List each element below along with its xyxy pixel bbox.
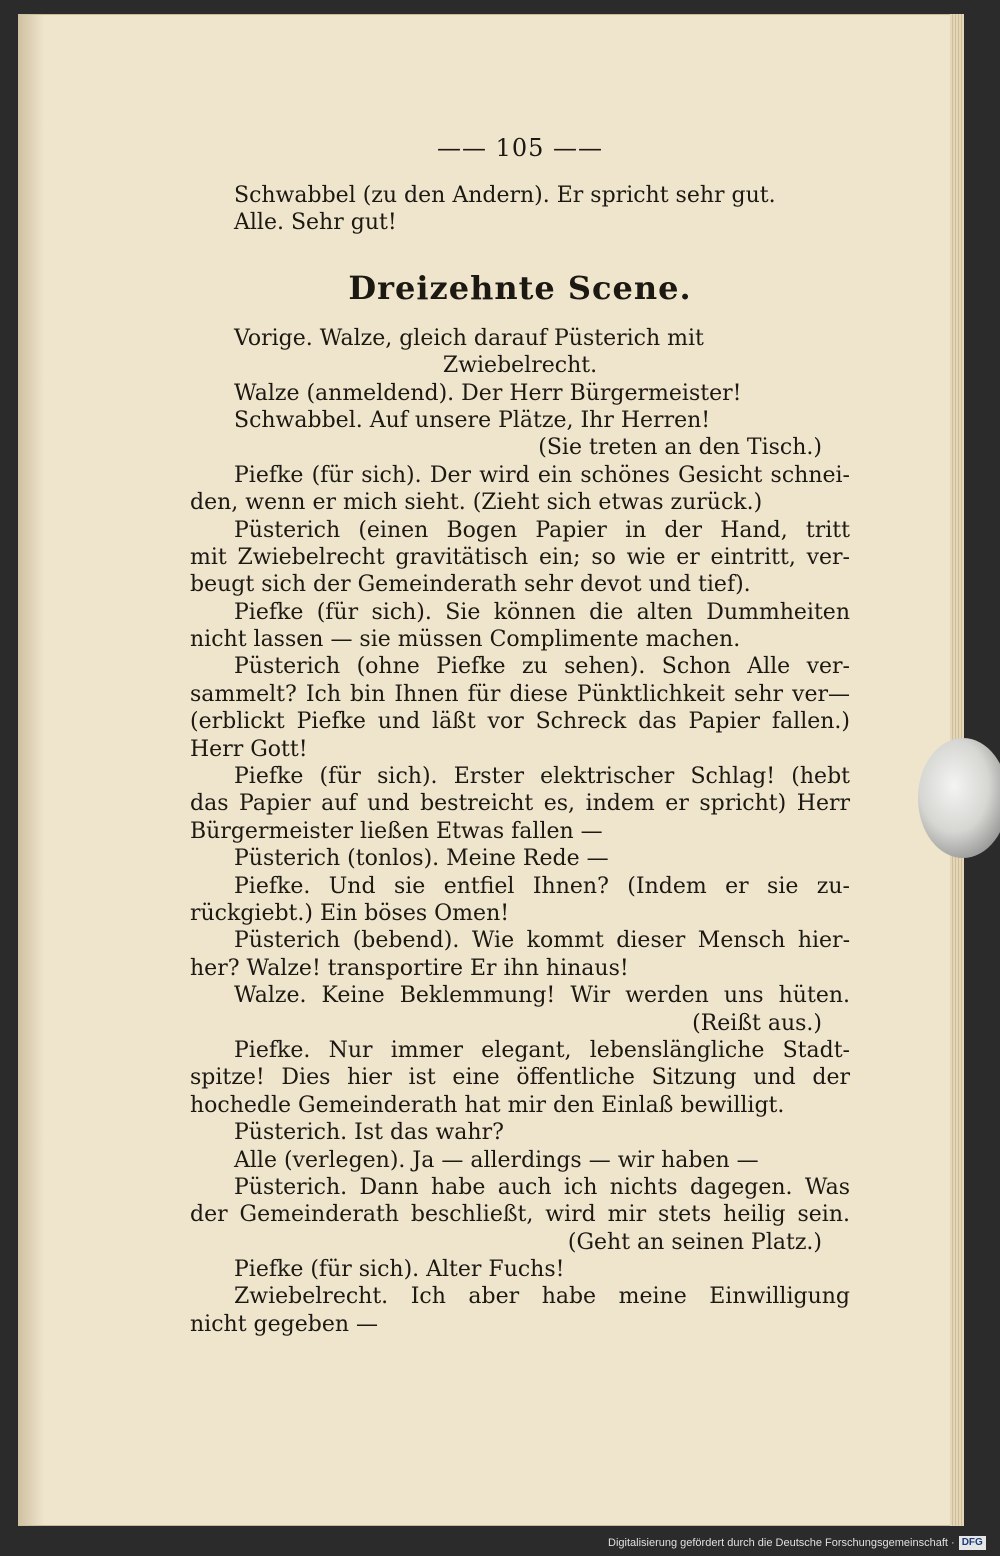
page-clip-reflection bbox=[918, 738, 1000, 858]
text-line: Piefke. Nur immer elegant, lebenslängliche Stadt- bbox=[234, 1037, 850, 1063]
text-line: Zwiebelrecht. bbox=[442, 353, 598, 379]
text-line: den, wenn er mich sieht. (Zieht sich etwas zurück.) bbox=[190, 490, 763, 516]
text-line: Püsterich (ohne Piefke zu sehen). Schon Alle ver- bbox=[234, 654, 850, 680]
stage-direction: (Sie treten an den Tisch.) bbox=[538, 435, 822, 461]
text-line: Piefke. Und sie entfiel Ihnen? (Indem er sie zu- bbox=[234, 873, 850, 899]
credit-text: Digitalisierung gefördert durch die Deutsche Forschungsgemeinschaft · bbox=[608, 1537, 955, 1549]
text-line: Schwabbel. Auf unsere Plätze, Ihr Herren! bbox=[234, 407, 711, 433]
text-line: der Gemeinderath beschließt, wird mir stets heilig sein. bbox=[190, 1202, 850, 1228]
text-line: Zwiebelrecht. Ich aber habe meine Einwilligung bbox=[234, 1284, 850, 1310]
text-line: (erblickt Piefke und läßt vor Schreck das Papier fallen.) bbox=[190, 709, 850, 735]
text-line: Walze (anmeldend). Der Herr Bürgermeister! bbox=[234, 380, 742, 406]
text-line: Piefke (für sich). Erster elektrischer Schlag! (hebt bbox=[234, 764, 850, 790]
text-line: hochedle Gemeinderath hat mir den Einlaß bewilligt. bbox=[190, 1092, 785, 1118]
text-line: Piefke (für sich). Sie können die alten Dummheiten bbox=[234, 599, 850, 625]
text-line: spitze! Dies hier ist eine öffentliche Sitzung und der bbox=[190, 1065, 850, 1091]
page-number: —— 105 —— bbox=[436, 134, 604, 162]
text-line: Piefke (für sich). Der wird ein schönes Gesicht schnei- bbox=[234, 462, 850, 488]
text-line: rückgiebt.) Ein böses Omen! bbox=[190, 900, 510, 926]
text-line: Vorige. Walze, gleich darauf Püsterich mit bbox=[234, 325, 704, 351]
book-page bbox=[18, 14, 964, 1526]
stage-direction: (Geht an seinen Platz.) bbox=[567, 1229, 822, 1255]
text-line: Walze. Keine Beklemmung! Wir werden uns hüten. bbox=[234, 983, 850, 1009]
text-line: Püsterich (bebend). Wie kommt dieser Mensch hier- bbox=[234, 928, 850, 954]
text-line: Püsterich. Ist das wahr? bbox=[234, 1120, 504, 1146]
text-line: Alle (verlegen). Ja — allerdings — wir haben — bbox=[234, 1147, 759, 1173]
text-line: das Papier auf und bestreicht es, indem er spricht) Herr bbox=[190, 791, 850, 817]
text-line: Schwabbel (zu den Andern). Er spricht sehr gut. bbox=[234, 183, 776, 208]
text-line: beugt sich der Gemeinderath sehr devot und tief). bbox=[190, 572, 751, 598]
stage-direction: (Reißt aus.) bbox=[692, 1010, 822, 1036]
text-line: Püsterich (tonlos). Meine Rede — bbox=[234, 846, 609, 872]
scene-heading: Dreizehnte Scene. bbox=[348, 268, 692, 307]
text-line: sammelt? Ich bin Ihnen für diese Pünktlichkeit sehr ver— bbox=[190, 681, 850, 707]
text-line: nicht lassen — sie müssen Complimente machen. bbox=[190, 627, 741, 653]
text-line: her? Walze! transportire Er ihn hinaus! bbox=[190, 955, 629, 981]
text-line: Bürgermeister ließen Etwas fallen — bbox=[190, 818, 603, 844]
dfg-logo: DFG bbox=[959, 1536, 986, 1550]
text-line: Püsterich (einen Bogen Papier in der Hand, tritt bbox=[234, 517, 850, 543]
page-content bbox=[190, 134, 850, 1338]
digitization-credit bbox=[608, 1534, 988, 1552]
text-line: Alle. Sehr gut! bbox=[234, 210, 397, 236]
page-gutter-shadow bbox=[18, 14, 44, 1526]
text-line: Herr Gott! bbox=[190, 736, 308, 762]
text-line: Piefke (für sich). Alter Fuchs! bbox=[234, 1257, 565, 1283]
text-line: Püsterich. Dann habe auch ich nichts dagegen. Was bbox=[234, 1174, 850, 1200]
text-line: mit Zwiebelrecht gravitätisch ein; so wie er eintritt, ver- bbox=[190, 544, 850, 570]
text-line: nicht gegeben — bbox=[190, 1311, 378, 1337]
